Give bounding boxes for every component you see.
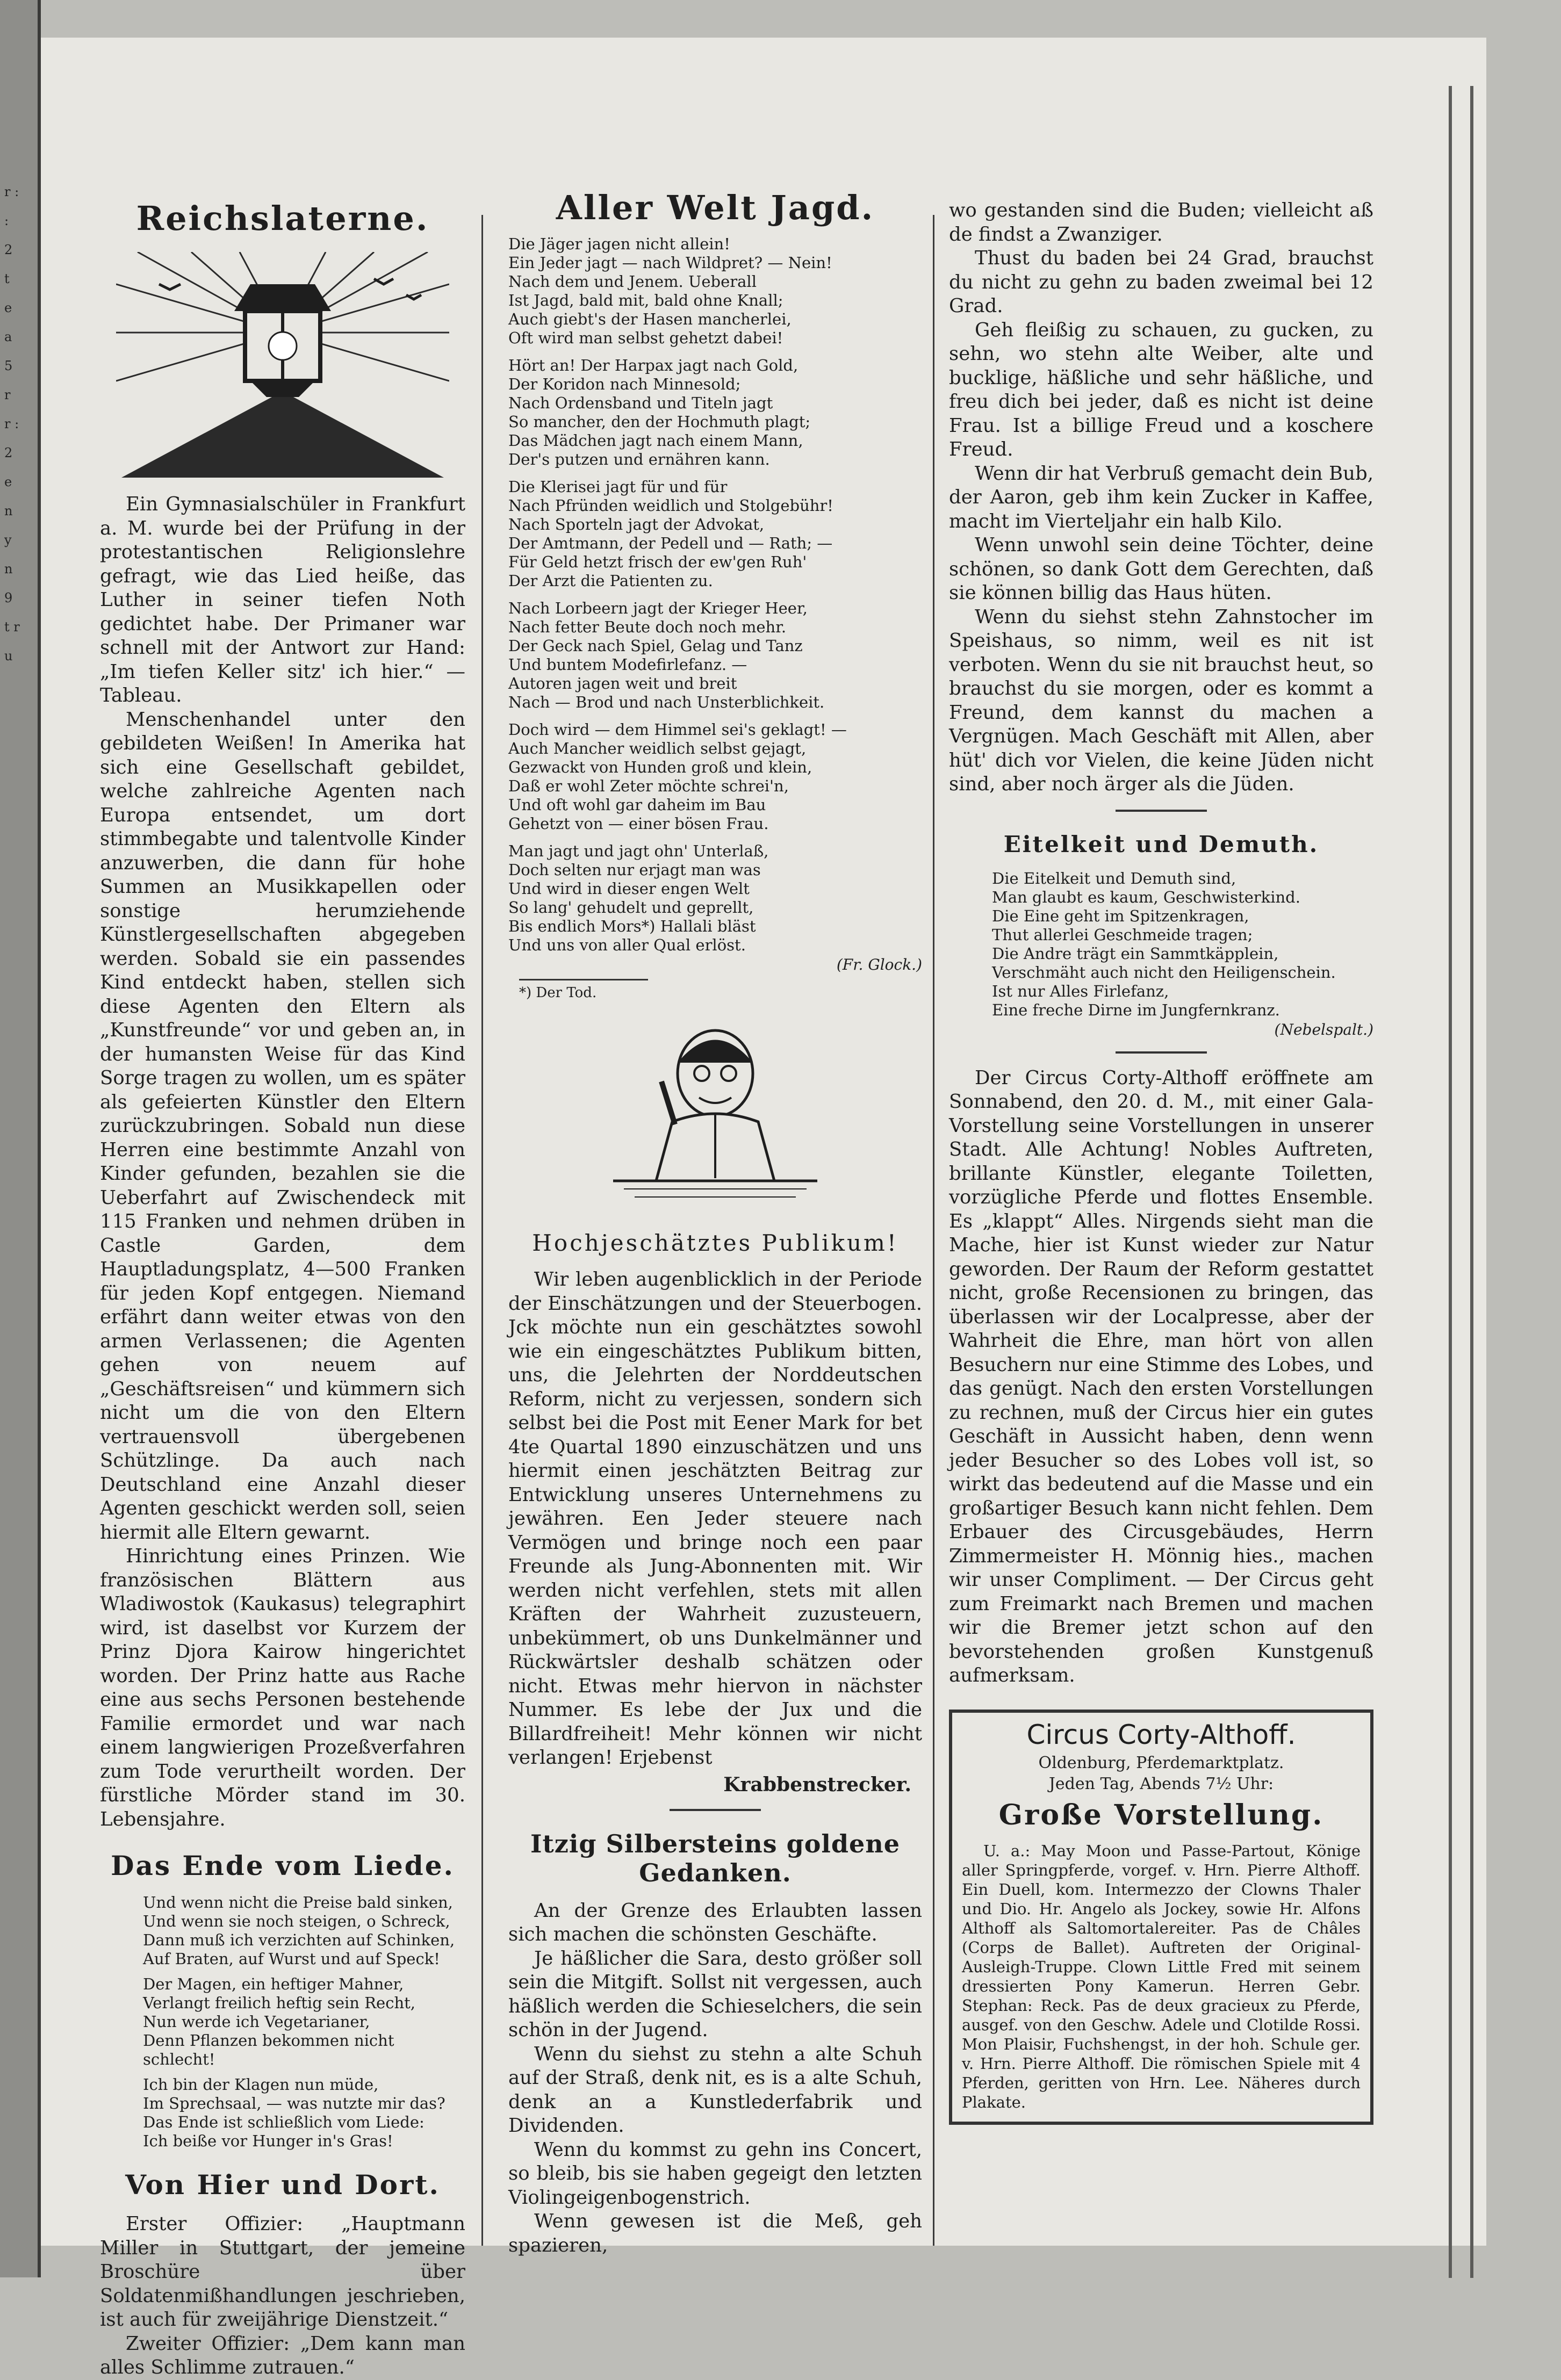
poem-signature: (Fr. Glock.): [836, 956, 922, 973]
circus-paragraph: Der Circus Corty-Althoff eröffnete am Sonnabend, den 20. d. M., mit einer Gala-Vorstellung seine Vorstellungen in unserer Stadt. Alle Achtung! Nobles Auftreten, brillante Künstler, elegante Toiletten, vorzügliche Pferde und flottes Ensemble. Es „klappt“ Alles. Nirgends sieht man die Mache, hier ist Kunst wieder zur Natur geworden. Der Raum der Reform gestattet nicht, große Recensionen zu bringen, das überlassen wir der Localpresse, aber der Wahrheit die Ehre, man hört von allen Besuchern nur eine Stimme des Lobes, und das genügt. Nach den ersten Vorstellungen zu rechnen, muß der Circus hier ein gutes Geschäft in Aussicht haben, denn wenn jeder Besucher so des Lobes voll ist, so wirkt das bedeutend auf die Masse und ein großartiger Besuch kann nicht fehlen. Dem Erbauer des Circusgebäudes, Herrn Zimmermeister H. Mönnig hies., machen wir unser Compliment. — Der Circus geht zum Freimarkt nach Bremen und machen wir die Bremer jetzt schon auf den bevorstehenden großen Kunstgenuß aufmerksam.: [949, 1066, 1373, 1686]
gedanken-paragraph: An der Grenze des Erlaubten lassen sich machen die schönsten Geschäfte.: [508, 1899, 922, 1945]
column-rule: [481, 215, 483, 2246]
poem-stanza: Man jagt und jagt ohn' Unterlaß, Doch selten nur erjagt man was Und wird in dieser engen Welt So lang' gehudelt und geprellt, Bis endlich Mors*) Hallali bläst Und uns von aller Qual erlöst.: [508, 842, 769, 954]
column-rule: [933, 215, 934, 2246]
section-rule: [1116, 810, 1207, 812]
poem-stanza: Nach Lorbeern jagt der Krieger Heer, Nach fetter Beute doch noch mehr. Der Geck nach Spiel, Gelag und Tanz Und buntem Modefirlefanz. — Autoren jagen weit und breit Nach — Brod und nach Unsterblichkeit.: [508, 599, 825, 711]
ad-text: U. a.: May Moon und Passe-Partout, Könige aller Springpferde, vorgef. v. Hrn. Pierre Althoff. Ein Duell, kom. Intermezzo der Clowns Thaler und Dio. Hr. Angelo als Jockey, sowie Hr. Alfons Althoff als Saltomortalereiter. Pas de Châles (Corps de Ballet). Auftreten der Original-Ausleigh-Truppe. Clown Little Fred mit seinem dressierten Pony Kamerun. Herren Gebr. Stephan: Reck. Pas de deux gracieux zu Pferde, ausgef. von den Geschw. Adele und Clotilde Rossi. Mon Plaisir, Fuchshengst, in der hoh. Schule ger. v. Hrn. Pierre Althoff. Die römischen Spiele mit 4 Pferden, geritten von Hrn. Lee. Näheres durch Plakate.: [962, 1841, 1361, 2111]
ende-vom-liede-title: Das Ende vom Liede.: [111, 1850, 455, 1881]
ad-headline: Große Vorstellung.: [998, 1798, 1324, 1831]
newspaper-page: [41, 38, 1486, 2378]
menschenhandel-paragraph: Menschenhandel unter den gebildeten Weißen! In Amerika hat sich eine Gesellschaft gebildet, welche zahlreiche Agenten nach Europa entsendet, um dort stimmbegabte und talentvolle Kinder anzuwerben, die dann für hohe Summen an Musikkapellen oder sonstige herumziehende Künstlergesellschaften abgegeben werden. Sobald sie ein passendes Kind entdeckt haben, stellen sich diese Agenten den Eltern als „Kunstfreunde“ vor und geben an, in der humansten Weise für das Kind Sorge tragen zu wollen, um es später als gefeierten Künstler den Eltern zurückzubringen. Sobald nun diese Herren eine bestimmte Anzahl von Kinder gefunden, bezahlen sie die Ueberfahrt auf Zwischendeck mit 115 Franken und nehmen drüben in Castle Garden, dem Hauptladungsplatz, 4—500 Franken für jeden Kopf entgegen. Niemand erfährt dann weiter etwas von den armen Verlassenen; die Agenten gehen von neuem auf „Geschäftsreisen“ und kümmern sich nicht um die von den Eltern vertrauensvoll übergebenen Schützlinge. Da auch nach Deutschland eine Anzahl dieser Agenten geschickt werden soll, seien hiermit alle Eltern gewarnt.: [100, 708, 465, 1544]
eitelkeit-poem: Die Eitelkeit und Demuth sind, Man glaubt es kaum, Geschwisterkind. Die Eine geht im Spitzenkragen, Thut allerlei Geschmeide tragen; Die Andre trägt ein Sammtkäpplein, Verschmäht auch nicht den Heiligenschein. Ist nur Alles Firlefanz, Eine freche Dirne im Jungfernkranz.: [992, 869, 1336, 1019]
footnote-rule: [519, 979, 648, 980]
von-hier-und-dort-title: Von Hier und Dort.: [125, 2169, 440, 2201]
gedanken-paragraph: Thust du baden bei 24 Grad, brauchst du nicht zu gehn zu baden zweimal bei 12 Grad.: [949, 247, 1373, 317]
poem-stanza: Hört an! Der Harpax jagt nach Gold, Der Koridon nach Minnesold; Nach Ordensband und Titeln jagt So mancher, den der Hochmuth plagt; Das Mädchen jagt nach einem Mann, Der's putzen und ernähren kann.: [508, 356, 811, 468]
page-edge: [1470, 86, 1473, 2278]
column-2: [508, 177, 922, 2258]
poem-stanza: Die Jäger jagen nicht allein! Ein Jeder jagt — nach Wildpret? — Nein! Nach dem und Jenem. Ueberall Ist Jagd, bald mit, bald ohne Knall; Auch giebt's der Hasen mancherlei, Oft wird man selbst gehetzt dabei!: [508, 235, 832, 347]
column-1: [100, 177, 465, 2380]
eitelkeit-title: Eitelkeit und Demuth.: [1003, 831, 1319, 857]
gedanken-paragraph: Wenn gewesen ist die Meß, geh spazieren,: [508, 2210, 922, 2256]
gedanken-paragraph: Geh fleißig zu schauen, zu gucken, zu sehn, wo stehn alte Weiber, alte und bucklige, häßliche und sehr häßliche, und freu dich bei jeder, daß es nicht ist deine Frau. Ist a billige Freud und a koschere Freud.: [949, 319, 1373, 460]
poem-signature: (Nebelspalt.): [1274, 1020, 1373, 1038]
page-edge: [1449, 86, 1452, 2278]
poem-stanza: Ich bin der Klagen nun müde, Im Sprechsaal, — was nutzte mir das? Das Ende ist schließlich vom Liede: Ich beiße vor Hunger in's Gras!: [143, 2075, 445, 2150]
krabbenstrecker-signature: Krabbenstrecker.: [723, 1773, 911, 1796]
poem-stanza: Der Magen, ein heftiger Mahner, Verlangt freilich heftig sein Recht, Nun werde ich Vegetarianer, Denn Pflanzen bekommen nicht schlecht!: [143, 1975, 415, 2068]
offizier-paragraph: Zweiter Offizier: „Dem kann man alles Schlimme zutrauen.“: [100, 2332, 465, 2378]
aller-welt-jagd-title: Aller Welt Jagd.: [556, 188, 875, 227]
gedanken-paragraph: Wenn du siehst zu stehn a alte Schuh auf der Straß, denk nit, es is a alte Schuh, denk an a Kunstlederfabrik und Dividenden.: [508, 2043, 922, 2137]
gedanken-paragraph: Wenn dir hat Verbruß gemacht dein Bub, der Aaron, geb ihm kein Zucker in Kaffee, macht im Vierteljahr ein halb Kilo.: [949, 462, 1373, 532]
publikum-title: Hochjeschätztes Publikum!: [532, 1230, 898, 1256]
offizier-paragraph: Erster Offizier: „Hauptmann Miller in Stuttgart, der jemeine Broschüre über Soldatenmißhandlungen jeschrieben, ist auch für zweijährige Dienstzeit.“: [100, 2213, 465, 2331]
publikum-paragraph: Wir leben augenblicklich in der Periode der Einschätzungen und der Steuerbogen. Jck möchte nun ein geschätztes sowohl wie ein eingeschätztes Publikum bitten, uns, die Jelehrten der Norddeutschen Reform, nicht zu verjessen, sondern sich selbst bei die Post mit Eener Mark for bet 4te Quartal 1890 einzuschätzen und uns hiermit einen jeschätzten Beitrag zur Entwicklung unseres Unternehmens zu jewähren. Een Jeder steuere nach Vermögen und bringe noch een paar Freunde als Jung-Abonnenten mit. Wir werden nicht verfehlen, stets mit allen Kräften der Wahrheit zuzusteuern, unbekümmert, ob uns Dunkelmänner und Rückwärtsler deshalb schätzen oder nicht. Etwas mehr hiervon in nächster Nummer. Es lebe der Jux und die Billardfreiheit! Mehr können wir nicht verlangen! Erjebenst: [508, 1268, 922, 1769]
book-binding: [0, 0, 41, 2277]
poem-stanza: Und wenn nicht die Preise bald sinken, Und wenn sie noch steigen, o Schreck, Dann muß ich verzichten auf Schinken, Auf Braten, auf Wurst und auf Speck!: [143, 1893, 455, 1968]
gedanken-paragraph: wo gestanden sind die Buden; vielleicht aß de findst a Zwanziger.: [949, 199, 1373, 246]
gedanken-paragraph: Wenn du siehst stehn Zahnstocher im Speishaus, so nimm, weil es nit ist verboten. Wenn du sie nit brauchst heut, so brauchst du sie morgen, oder es kommt a Freund, dem kannst du machen a Vergnügen. Mach Geschäft mit Allen, aber hüt' dich vor Vielen, die keine Jüden nicht sind, aber noch ärger als die Jüden.: [949, 605, 1373, 795]
circus-advertisement: [949, 1710, 1373, 2125]
hinrichtung-paragraph: Hinrichtung eines Prinzen. Wie französischen Blättern aus Wladiwostok (Kaukasus) telegraphirt wird, ist daselbst vor Kurzem der Prinz Djora Kairow hingerichtet worden. Der Prinz hatte aus Rache eine aus sechs Personen bestehende Familie ermordet und war nach einem langwierigen Prozeßverfahren zum Tode verurtheilt worden. Der fürstliche Mörder stand im 30. Lebensjahre.: [100, 1545, 465, 1830]
section-rule: [1116, 1051, 1207, 1054]
reporter-illustration: [602, 1017, 828, 1210]
section-rule: [670, 1809, 761, 1811]
gedanken-paragraph: Wenn du kommst zu gehn ins Concert, so bleib, bis sie haben gegeigt den letzten Violingeigenbogenstrich.: [508, 2138, 922, 2209]
ad-time: Jeden Tag, Abends 7½ Uhr:: [1048, 1774, 1274, 1793]
ad-title: Circus Corty-Althoff.: [1026, 1719, 1296, 1750]
itzig-silberstein-title: Itzig Silbersteins goldene Gedanken.: [530, 1829, 901, 1887]
gedanken-paragraph: Wenn unwohl sein deine Töchter, deine schönen, so dank Gott dem Gerechten, daß sie können billig das Haus hüten.: [949, 534, 1373, 604]
reichslaterne-title: Reichslaterne.: [136, 199, 429, 238]
footnote: *) Der Tod.: [519, 985, 597, 1001]
ad-place: Oldenburg, Pferdemarktplatz.: [1038, 1753, 1284, 1772]
gymnasiast-paragraph: Ein Gymnasialschüler in Frankfurt a. M. wurde bei der Prüfung in der protestantischen Religionslehre gefragt, wie das Lied heiße, das Luther in seiner tiefen Noth gedichtet habe. Der Primaner war schnell mit der Antwort zur Hand: „Im tiefen Keller sitz' ich hier.“ — Tableau.: [100, 493, 465, 706]
margin-text: r : : 2 t e a 5 r r : 2 e n y n 9 t r u: [4, 184, 20, 663]
lantern-illustration: [116, 252, 449, 478]
column-3: [949, 177, 1373, 2125]
poem-stanza: Doch wird — dem Himmel sei's geklagt! — Auch Mancher weidlich selbst gejagt, Gezwackt von Hunden groß und klein, Daß er wohl Zeter möchte schrei'n, Und oft wohl gar daheim im Bau Gehetzt von — einer bösen Frau.: [508, 720, 847, 833]
poem-stanza: Die Klerisei jagt für und für Nach Pfründen weidlich und Stolgebühr! Nach Sporteln jagt der Advokat, Der Amtmann, der Pedell und — Rath; — Für Geld hetzt frisch der ew'gen Ruh' Der Arzt die Patienten zu.: [508, 478, 833, 590]
gedanken-paragraph: Je häßlicher die Sara, desto größer soll sein die Mitgift. Sollst nit vergessen, auch häßlich werden die Schieselchers, die sein schön in der Jugend.: [508, 1947, 922, 2041]
